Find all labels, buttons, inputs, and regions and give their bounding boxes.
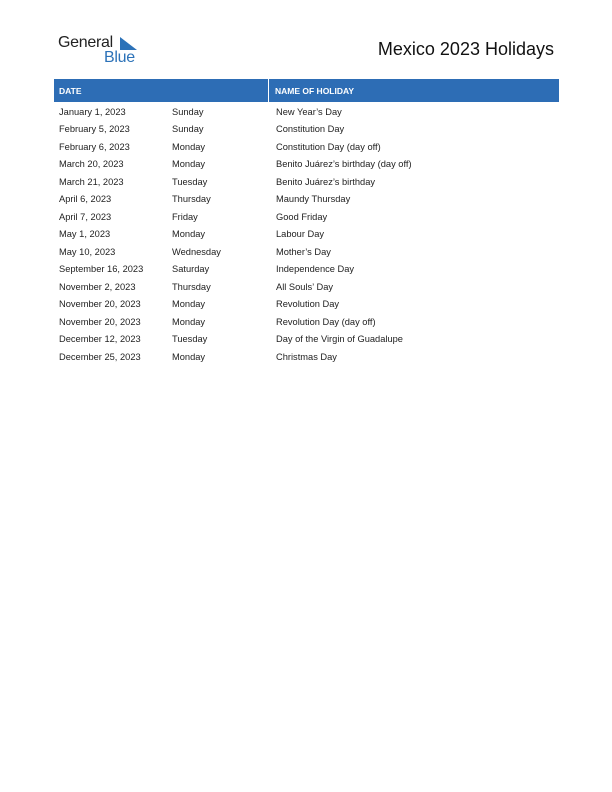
weekday-cell: Thursday bbox=[172, 281, 211, 292]
table-row bbox=[54, 348, 559, 366]
holiday-name-cell: Day of the Virgin of Guadalupe bbox=[276, 334, 403, 345]
weekday-cell: Thursday bbox=[172, 194, 211, 205]
table-row bbox=[54, 278, 559, 296]
weekday-cell: Monday bbox=[172, 351, 206, 362]
logo-word-blue: Blue bbox=[104, 49, 135, 66]
weekday-cell: Friday bbox=[172, 211, 198, 222]
table-body bbox=[54, 103, 559, 366]
weekday-cell: Monday bbox=[172, 159, 206, 170]
weekday-cell: Monday bbox=[172, 229, 206, 240]
date-column-header: DATE bbox=[54, 79, 269, 102]
weekday-cell: Tuesday bbox=[172, 334, 208, 345]
holiday-name-cell: All Souls’ Day bbox=[276, 281, 334, 292]
weekday-cell: Saturday bbox=[172, 264, 210, 275]
table-row bbox=[54, 138, 559, 156]
date-cell: March 21, 2023 bbox=[59, 176, 124, 187]
date-cell: May 10, 2023 bbox=[59, 246, 116, 257]
table-row bbox=[54, 296, 559, 314]
date-cell: December 25, 2023 bbox=[59, 351, 141, 362]
weekday-cell: Sunday bbox=[172, 106, 204, 117]
table-row bbox=[54, 313, 559, 331]
date-cell: September 16, 2023 bbox=[59, 264, 144, 275]
date-cell: November 20, 2023 bbox=[59, 316, 141, 327]
holiday-table bbox=[54, 79, 559, 366]
weekday-cell: Sunday bbox=[172, 124, 204, 135]
holiday-name-cell: Revolution Day bbox=[276, 299, 340, 310]
date-cell: April 6, 2023 bbox=[59, 194, 112, 205]
holiday-name-cell: Labour Day bbox=[276, 229, 325, 240]
logo bbox=[58, 34, 148, 68]
table-row bbox=[54, 331, 559, 349]
date-cell: March 20, 2023 bbox=[59, 159, 124, 170]
table-row bbox=[54, 226, 559, 244]
table-row bbox=[54, 243, 559, 261]
table-row bbox=[54, 121, 559, 139]
table-row bbox=[54, 208, 559, 226]
date-cell: January 1, 2023 bbox=[59, 106, 126, 117]
logo-word-general: General bbox=[58, 34, 113, 51]
holiday-name-cell: Good Friday bbox=[276, 211, 328, 222]
holiday-name-cell: Maundy Thursday bbox=[276, 194, 351, 205]
table-row bbox=[54, 103, 559, 121]
date-cell: April 7, 2023 bbox=[59, 211, 112, 222]
holiday-name-cell: New Year’s Day bbox=[276, 106, 342, 117]
table-row bbox=[54, 173, 559, 191]
holiday-name-cell: Benito Juárez’s birthday bbox=[276, 176, 376, 187]
weekday-cell: Wednesday bbox=[172, 246, 221, 257]
holiday-name-cell: Mother’s Day bbox=[276, 246, 331, 257]
table-row bbox=[54, 191, 559, 209]
holiday-name-cell: Benito Juárez’s birthday (day off) bbox=[276, 159, 412, 170]
page-title: Mexico 2023 Holidays bbox=[377, 39, 554, 59]
weekday-cell: Tuesday bbox=[172, 176, 208, 187]
holiday-name-cell: Revolution Day (day off) bbox=[276, 316, 376, 327]
date-cell: November 2, 2023 bbox=[59, 281, 136, 292]
weekday-cell: Monday bbox=[172, 316, 206, 327]
date-cell: February 5, 2023 bbox=[59, 124, 130, 135]
weekday-cell: Monday bbox=[172, 141, 206, 152]
date-cell: November 20, 2023 bbox=[59, 299, 141, 310]
holiday-name-cell: Constitution Day bbox=[276, 124, 345, 135]
date-cell: February 6, 2023 bbox=[59, 141, 130, 152]
holiday-name-cell: Independence Day bbox=[276, 264, 355, 275]
date-cell: May 1, 2023 bbox=[59, 229, 111, 240]
holiday-name-cell: Christmas Day bbox=[276, 351, 337, 362]
table-row bbox=[54, 261, 559, 279]
holiday-column-header: NAME OF HOLIDAY bbox=[275, 85, 355, 96]
table-row bbox=[54, 156, 559, 174]
date-cell: December 12, 2023 bbox=[59, 334, 141, 345]
table-header bbox=[54, 79, 559, 102]
weekday-cell: Monday bbox=[172, 299, 206, 310]
holiday-name-cell: Constitution Day (day off) bbox=[276, 141, 381, 152]
